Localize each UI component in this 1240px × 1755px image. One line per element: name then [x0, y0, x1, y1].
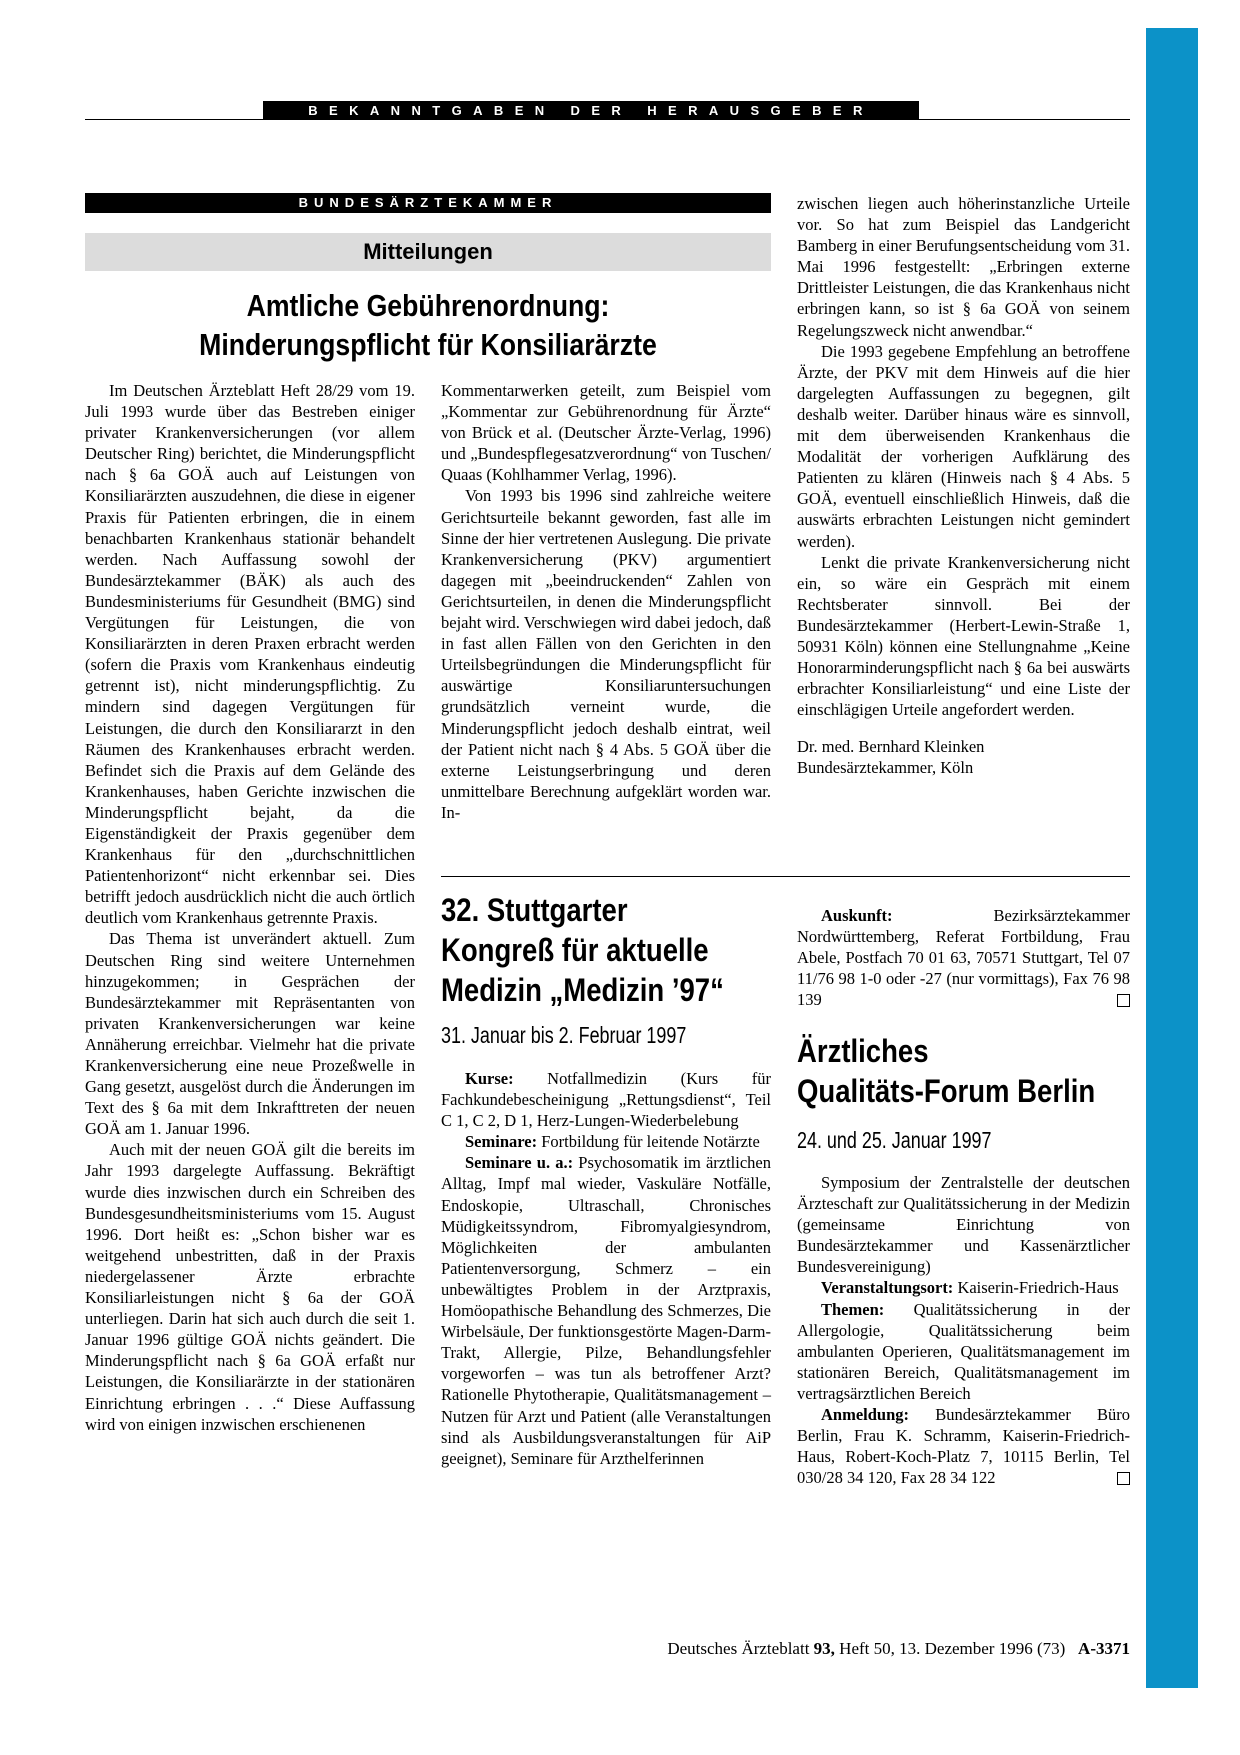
- congress-title-line1: 32. Stuttgarter: [441, 892, 628, 928]
- congress-seminare-ua: [441, 1152, 771, 1468]
- seminare-label: Seminare:: [465, 1132, 538, 1152]
- congress-auskunft: [797, 905, 1130, 1010]
- article1-paragraph: zwischen liegen auch höherinstanzliche Urteile vor. So hat zum Beispiel das Landgericht Bamberg in einer Berufungsentscheidung vom 31. Mai 1996 festgestellt: „Erbringen externe Drittleister Leistungen, die das Krankenhaus nicht erbringen kann, so ist § 6a GOÄ von seinem Regelungszweck nicht anwendbar.“: [797, 194, 1130, 340]
- congress-details: [441, 1068, 771, 1469]
- article-title-line1: Amtliche Gebührenordnung:: [246, 288, 610, 323]
- forum-details: [797, 1172, 1130, 1488]
- article-title: [133, 286, 723, 364]
- article1-paragraph: Die 1993 gegebene Empfehlung an betroffene Ärzte, der PKV mit dem Hinweis auf die hier dargelegten Auffassungen zu begegnen, gilt deshalb weiter. Darüber hinaus wäre es sinnvoll, mit dem überweisenden Krankenhaus die Modalität der vorherigen Aufklärung des Patienten zu klären (Hinweis nach § 4 Abs. 5 GOÄ, eventuell einschließlich Hinweis, daß die auswärts erbrachten Leistungen nicht gemindert werden).: [797, 341, 1130, 551]
- congress-title: [441, 890, 724, 1010]
- kurse-text: Notfallmedizin (Kurs für Fachkundebescheinigung „Rettungsdienst“, Teil C 1, C 2, D 1, Herz-Lungen-Wiederbelebung: [441, 1069, 771, 1131]
- forum-title: [797, 1031, 1095, 1111]
- themen-label: Themen:: [821, 1299, 885, 1319]
- seminare-ua-label: Seminare u. a.:: [465, 1153, 574, 1173]
- footer-journal: Deutsches Ärzteblatt: [667, 1639, 814, 1658]
- congress-seminare: [441, 1131, 771, 1152]
- forum-intro: Symposium der Zentralstelle der deutschen Ärzteschaft zur Qualitätssicherung in der Medizin (gemeinsame Einrichtung von Bundesärztekammer und Kassenärztlicher Bundesvereinigung): [797, 1173, 1130, 1277]
- congress-title-line2: Kongreß für aktuelle: [441, 932, 709, 968]
- side-color-tab: [1146, 28, 1198, 1688]
- kurse-label: Kurse:: [465, 1069, 514, 1088]
- forum-dates: 24. und 25. Januar 1997: [797, 1127, 992, 1153]
- seminare-text: Fortbildung für leitende Notärzte: [537, 1132, 760, 1152]
- article-divider: [441, 876, 1130, 877]
- page-number: A-3371: [1078, 1639, 1130, 1658]
- seminare-ua-text: Psychosomatik im ärztlichen Alltag, Impf mal wieder, Vaskuläre Notfälle, Endoskopie, Ultraschall, Chronisches Müdigkeitssyndrom, Fibromyalgiesyndrom, Möglichkeiten der ambulanten Patientenversorgung, Schmerz – ein unbewältigtes Problem in der Arztpraxis, Homöopathische Behandlung des Schmerzes, Die Wirbelsäule, Der funktionsgestörte Magen-Darm-Trakt, Allergie, Pilze, Behandlungsfehler vorgeworfen – was tun als betroffener Arzt? Rationelle Phytotherapie, Qualitätsmanagement – Nutzen für Arzt und Patient (alle Veranstaltungen sind als Ausbildungsveranstaltungen für AiP geeignet), Seminare für Arzthelferinnen: [441, 1153, 771, 1468]
- article1-column-3: [797, 193, 1130, 779]
- auskunft-label: Auskunft:: [821, 906, 893, 925]
- article1-paragraph: Auch mit der neuen GOÄ gilt die bereits im Jahr 1993 dargelegte Auffassung. Bekräftigt wurde dies inzwischen durch ein Schreiben des Bundesgesundheitsministeriums vom 15. August 1996. Dort heißt es: „Schon bisher war es weitgehend unbestritten, daß in der Praxis niedergelassener Ärzte erbrachte Konsiliarleistungen nicht § 6a der GOÄ unterliegen. Darin hat sich auch durch die seit 1. Januar 1996 gültige GOÄ nichts geändert. Die Minderungspflicht nach § 6a GOÄ erfaßt nur Leistungen, die Konsiliarärzte in der stationären Einrichtung erbringen . . .“ Diese Auffassung wird von einigen inzwischen erschienenen: [85, 1140, 415, 1434]
- anmeldung-text: Bundesärztekammer Büro Berlin, Frau K. Schramm, Kaiserin-Friedrich-Haus, Robert-Koch-Platz 7, 10115 Berlin, Tel 030/28 34 120, Fax 28 34 122: [797, 1405, 1130, 1488]
- page-footer: [560, 1638, 1130, 1660]
- ort-label: Veranstaltungsort:: [821, 1278, 954, 1298]
- forum-themen: [797, 1299, 1130, 1404]
- footer-volume: 93,: [813, 1639, 835, 1658]
- end-mark-box: [1117, 994, 1130, 1007]
- section-organization-bar: BUNDESÄRZTEKAMMER: [85, 193, 771, 213]
- article1-column-1: [85, 380, 415, 1435]
- article1-paragraph: Lenkt die private Krankenversicherung nicht ein, so wäre ein Gespräch mit einem Rechtsberater sinnvoll. Bei der Bundesärztekammer (Herbert-Lewin-Straße 1, 50931 Köln) können eine Stellungnahme „Keine Honorarminderungspflicht nach § 6a bei auswärts erbrachter Konsiliarleistung“ und eine Liste der einschlägigen Urteile angefordert werden.: [797, 552, 1130, 720]
- article-title-line2: Minderungspflicht für Konsiliarärzte: [199, 327, 657, 362]
- themen-text: Qualitätssicherung in der Allergologie, Qualitätssicherung beim ambulanten Operieren, Qualitätsmanagement im stationären Bereich, Qualitätsmanagement im vertragsärztlichen Bereich: [797, 1299, 1130, 1403]
- article1-affiliation: Bundesärztekammer, Köln: [797, 758, 974, 778]
- ort-text: Kaiserin-Friedrich-Haus: [953, 1278, 1119, 1298]
- header-banner: BEKANNTGABEN DER HERAUSGEBER: [263, 101, 919, 120]
- article1-author: Dr. med. Bernhard Kleinken: [797, 737, 985, 757]
- section-category-bar: Mitteilungen: [85, 233, 771, 271]
- congress-kurse: [441, 1068, 771, 1131]
- forum-title-line1: Ärztliches: [797, 1033, 929, 1069]
- end-mark-box: [1117, 1472, 1130, 1485]
- footer-issue: Heft 50, 13. Dezember 1996 (73): [834, 1639, 1066, 1658]
- congress-contact: [797, 905, 1130, 1010]
- forum-ort: [797, 1277, 1130, 1298]
- article1-paragraph: Im Deutschen Ärzteblatt Heft 28/29 vom 19. Juli 1993 wurde über das Bestreben einiger privater Krankenversicherungen (vor allem Deutscher Ring) berichtet, die Minderungspflicht nach § 6a GOÄ auch auf Leistungen von Konsiliarärzten auszudehnen, die diese in eigener Praxis für Patienten erbringen, die in einem benachbarten Krankenhaus stationär behandelt werden. Nach Auffassung sowohl der Bundesärztekammer (BÄK) als auch des Bundesministeriums für Gesundheit (BMG) sind Vergütungen für Leistungen, die von Konsiliarärzten in deren Praxen erbracht werden (sofern die Praxis vom Krankenhaus eindeutig getrennt ist), nicht minderungspflichtig. Zu mindern sind dagegen Vergütungen für Leistungen, die durch den Konsiliararzt in den Räumen des Krankenhauses erbracht werden. Befindet sich die Praxis auf dem Gelände des Krankenhauses, haben Gerichte inzwischen die Minderungspflicht bejaht, da die Eigenständigkeit der Praxis gegenüber dem Krankenhaus für den „durchschnittlichen Patientenhorizont“ nicht erkennbar sei. Dies betrifft jedoch ausdrücklich nicht die auch örtlich deutlich vom Krankenhaus getrennte Praxis.: [85, 381, 415, 928]
- article1-column-2: [441, 380, 771, 823]
- congress-dates: 31. Januar bis 2. Februar 1997: [441, 1022, 687, 1048]
- anmeldung-label: Anmeldung:: [821, 1405, 910, 1425]
- article1-paragraph: Kommentarwerken geteilt, zum Beispiel vom „Kommentar zur Gebührenordnung für Ärzte“ von Brück et al. (Deutscher Ärzte-Verlag, 1996) und „Bundespflegesatzverordnung“ von Tuschen/ Quaas (Kohlhammer Verlag, 1996).: [441, 381, 771, 485]
- forum-title-line2: Qualitäts-Forum Berlin: [797, 1073, 1096, 1109]
- forum-anmeldung: [797, 1404, 1130, 1488]
- congress-title-line3: Medizin „Medizin ’97“: [441, 972, 724, 1008]
- auskunft-text: Bezirksärztekammer Nordwürttemberg, Referat Fortbildung, Frau Abele, Postfach 70 01 63, 70571 Stuttgart, Tel 07 11/76 98 1-0 oder -27 (nur vormittags), Fax 76 98 139: [797, 906, 1130, 1010]
- article1-paragraph: Von 1993 bis 1996 sind zahlreiche weitere Gerichtsurteile bekannt geworden, fast alle im Sinne der hier vertretenen Auslegung. Die private Krankenversicherung (PKV) argumentiert dagegen mit „beeindruckenden“ Zahlen von Gerichtsurteilen, in denen die Minderungspflicht bejaht wird. Verschwiegen wird dabei jedoch, daß in fast allen Fällen von den Gerichten in den Urteilsbegründungen die Minderungspflicht für auswärtige Konsiliaruntersuchungen grundsätzlich verneint wurde, die Minderungspflicht jedoch deshalb eintrat, weil der Patient nicht nach § 4 Abs. 5 GOÄ über die externe Leistungserbringung und deren unmittelbare Berechnung aufgeklärt worden war. In-: [441, 486, 771, 822]
- article1-paragraph: Das Thema ist unverändert aktuell. Zum Deutschen Ring sind weitere Unternehmen hinzugekommen; in Gesprächen der Bundesärztekammer mit Repräsentanten von privaten Krankenversicherungen war keine Annäherung erreichbar. Vielmehr hat die private Krankenversicherung eine neue Prozeßwelle in Gang gesetzt, ausgelöst durch die Änderungen im Text des § 6a mit dem Inkrafttreten der neuen GOÄ am 1. Januar 1996.: [85, 929, 415, 1139]
